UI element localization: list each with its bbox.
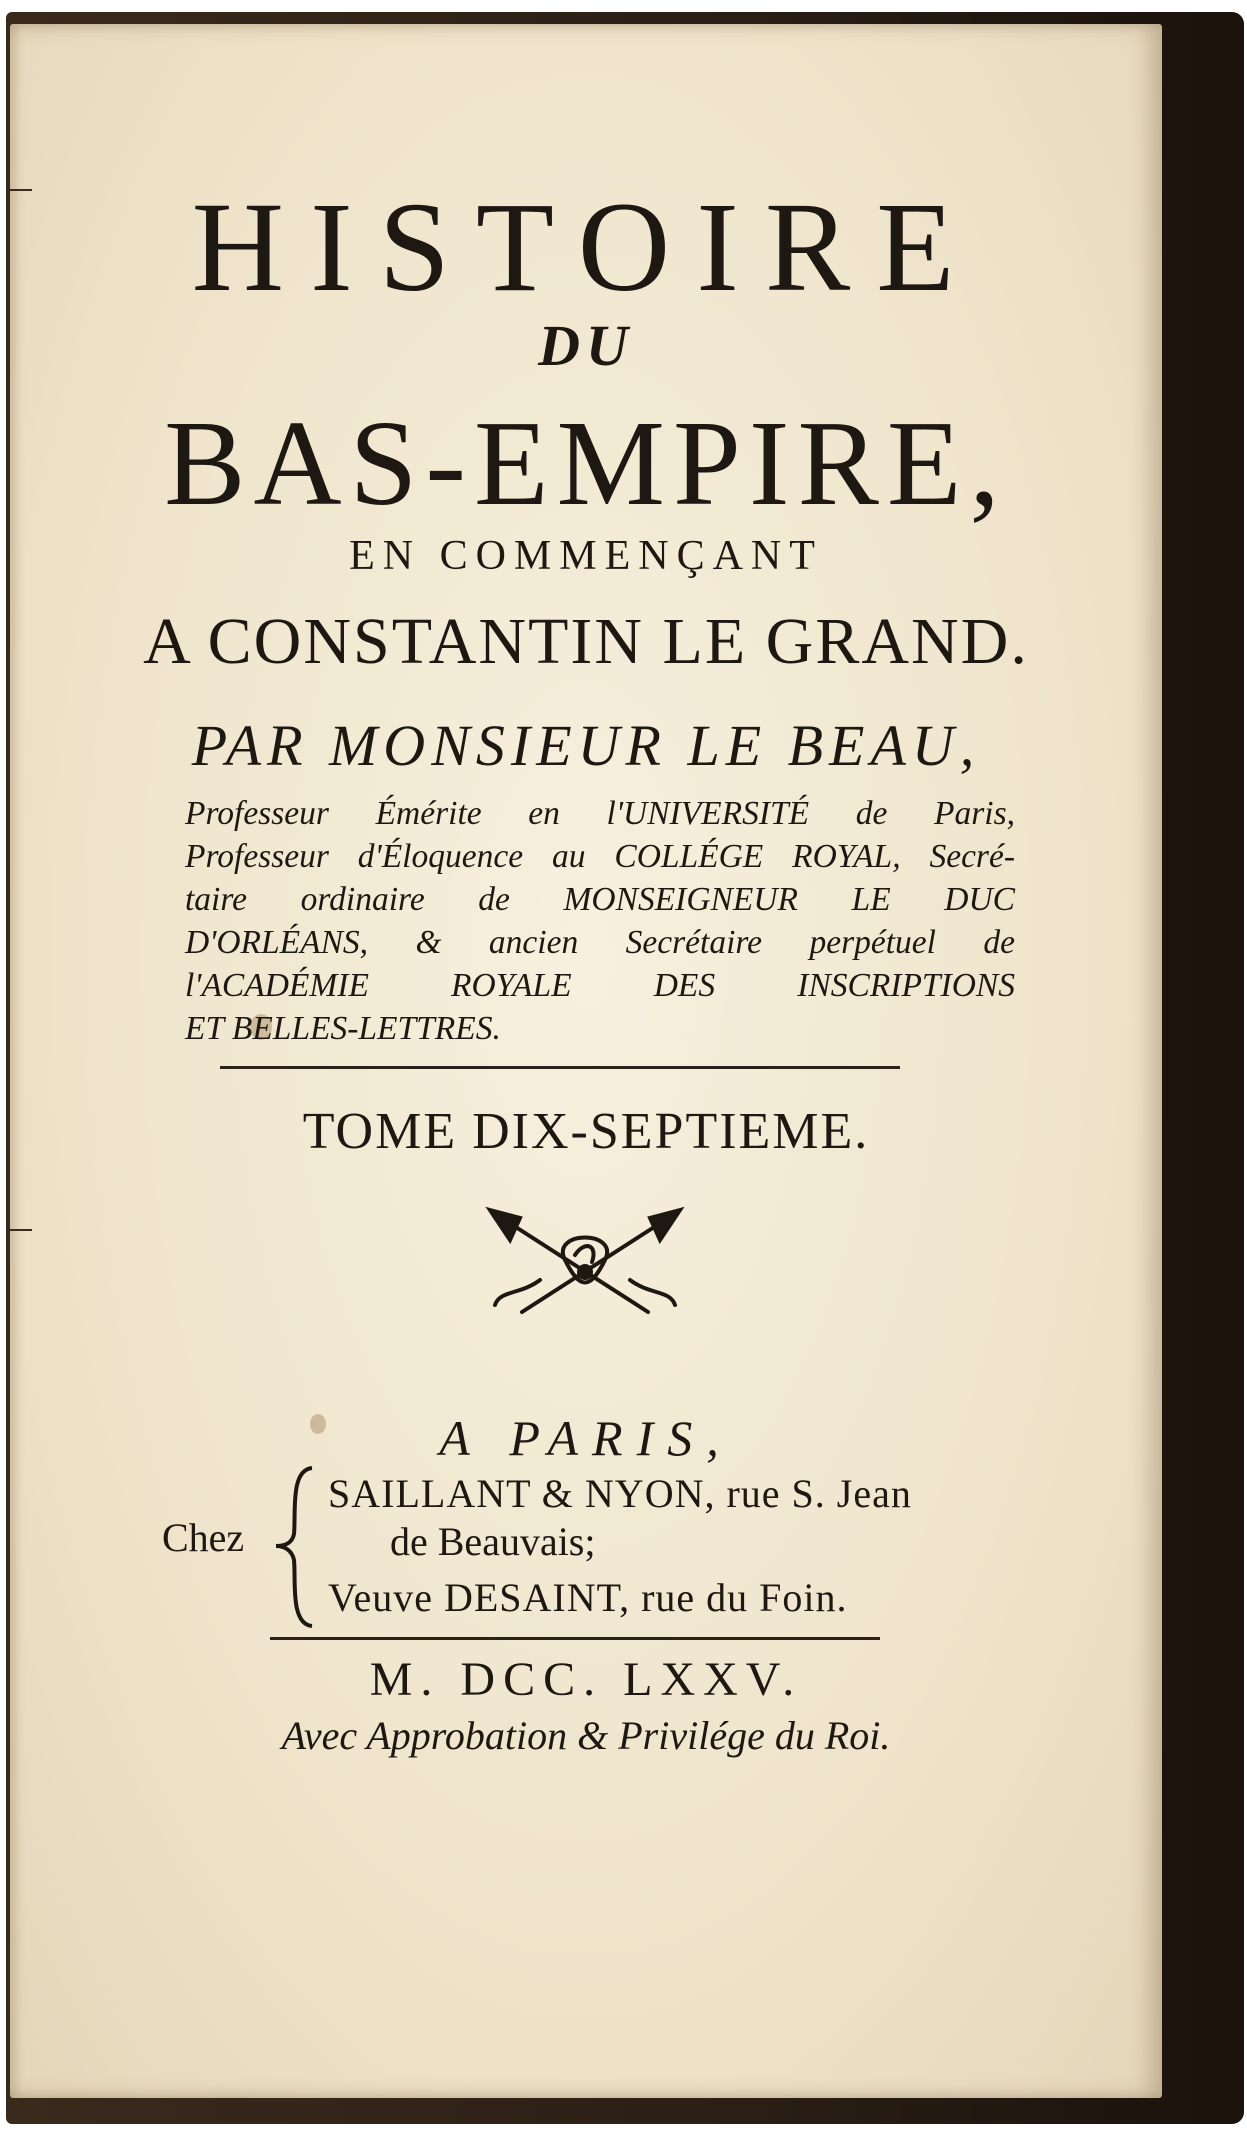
title-page [10, 24, 1162, 2098]
imprint-city: A PARIS, [439, 1410, 733, 1466]
publication-year: M. DCC. LXXV. [369, 1653, 803, 1706]
subtitle-commencant: EN COMMENÇANT [349, 533, 823, 579]
credential-line: l'ACADÉMIE ROYALE DES INSCRIPTIONS [185, 967, 1015, 1004]
divider-rule [220, 1066, 900, 1069]
volume-number: TOME DIX-SEPTIEME. [302, 1103, 870, 1160]
author-line: PAR MONSIEUR LE BEAU, [191, 713, 981, 778]
title-bas-empire: BAS-EMPIRE, [164, 396, 1008, 531]
subtitle-constantin: A CONSTANTIN LE GRAND. [143, 605, 1029, 678]
publisher-line: SAILLANT & NYON, rue S. Jean [328, 1471, 912, 1516]
divider-rule [270, 1637, 880, 1640]
approbation-line: Avec Approbation & Privilége du Roi. [281, 1713, 891, 1758]
author-credentials [185, 792, 1015, 1050]
curly-brace-icon [272, 1464, 318, 1629]
credential-line: ET BELLES-LETTRES. [185, 1010, 501, 1047]
trumpets-ornament-icon [480, 1200, 690, 1330]
publisher-line: de Beauvais; [390, 1519, 596, 1564]
credential-line: Professeur d'Éloquence au COLLÉGE ROYAL, Secré- [185, 838, 1015, 875]
margin-mark [10, 1229, 32, 1231]
publisher-line: Veuve DESAINT, rue du Foin. [328, 1575, 848, 1620]
chez-label: Chez [162, 1515, 245, 1560]
credential-line: Professeur Émérite en l'UNIVERSITÉ de Paris, [185, 795, 1015, 832]
title-histoire: HISTOIRE [191, 176, 981, 318]
credential-line: D'ORLÉANS, & ancien Secrétaire perpétuel de [185, 924, 1015, 961]
title-du: DU [538, 313, 634, 378]
credential-line: taire ordinaire de MONSEIGNEUR LE DUC [185, 881, 1015, 918]
